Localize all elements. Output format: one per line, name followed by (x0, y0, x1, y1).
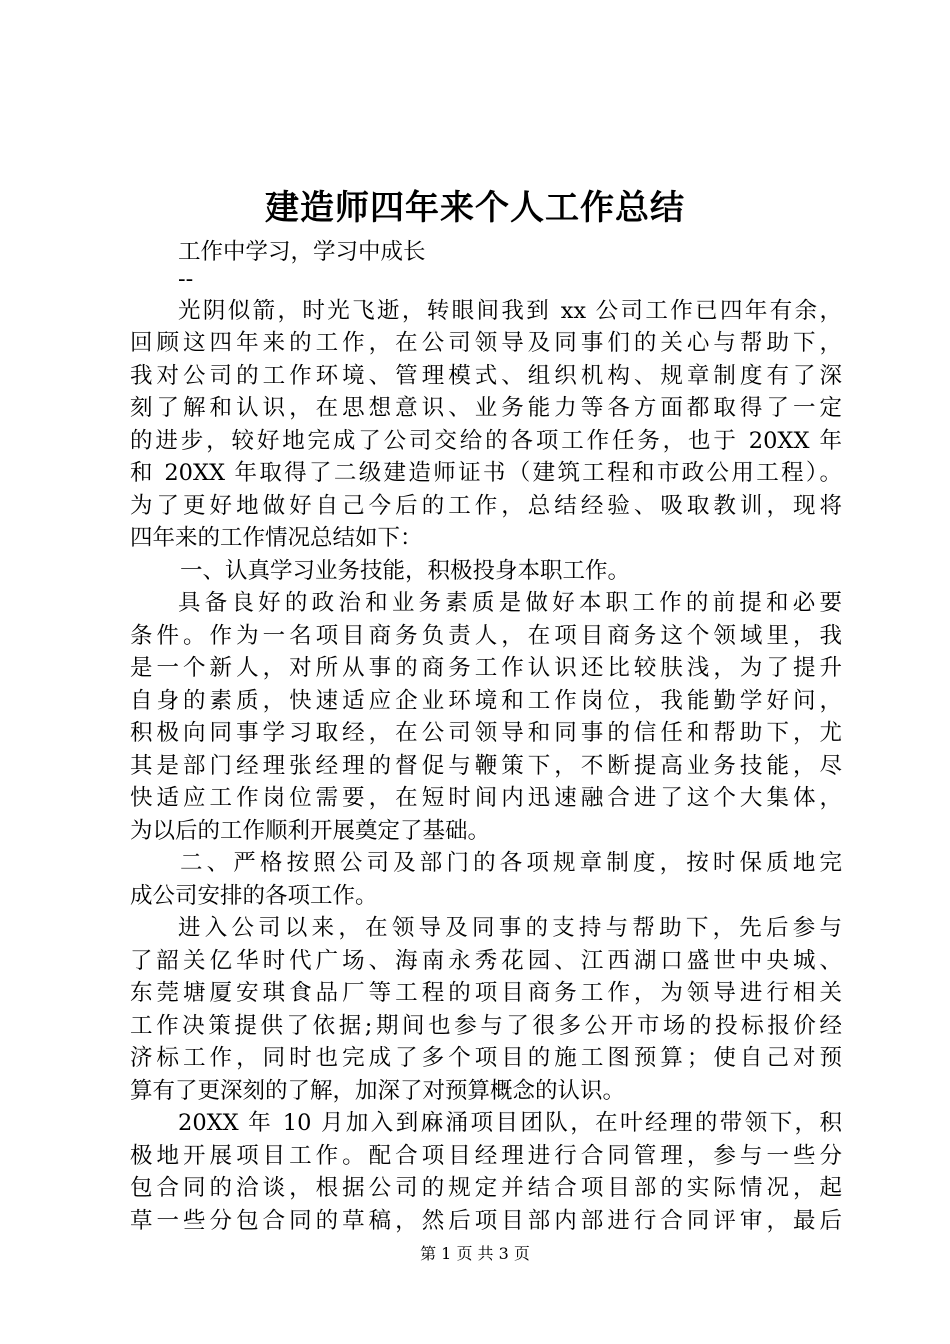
paragraph-line: 其是部门经理张经理的督促与鞭策下，不断提高业务技能，尽 (130, 752, 842, 779)
paragraph-line: 为以后的工作顺利开展奠定了基础。 (130, 817, 491, 844)
subtitle-dash: -- (178, 265, 194, 292)
paragraph-line: 刻了解和认识，在思想意识、业务能力等各方面都取得了一定 (130, 395, 842, 421)
document-title: 建造师四年来个人工作总结 (265, 188, 685, 228)
document-body (130, 236, 842, 1237)
paragraph-line: 进入公司以来，在领导及同事的支持与帮助下，先后参与 (178, 915, 842, 941)
paragraph-line: 光阴似箭，时光飞逝，转眼间我到 xx 公司工作已四年有余， (178, 297, 842, 324)
paragraph-line: 具备良好的政治和业务素质是做好本职工作的前提和必要 (178, 590, 842, 616)
section-heading: 成公司安排的各项工作。 (130, 882, 378, 909)
paragraph-line: 极地开展项目工作。配合项目经理进行合同管理，参与一些分 (130, 1142, 842, 1169)
paragraph-line: 东莞塘厦安琪食品厂等工程的项目商务工作，为领导进行相关 (130, 980, 842, 1006)
paragraph-line: 自身的素质，快速适应企业环境和工作岗位，我能勤学好问， (130, 687, 842, 714)
paragraph-line: 条件。作为一名项目商务负责人，在项目商务这个领域里，我 (130, 622, 842, 649)
paragraph-line: 我对公司的工作环境、管理模式、组织机构、规章制度有了深 (130, 362, 842, 389)
paragraph-line: 算有了更深刻的了解，加深了对预算概念的认识。 (130, 1077, 626, 1104)
paragraph-line: 了韶关亿华时代广场、海南永秀花园、江西湖口盛世中央城、 (130, 947, 842, 974)
paragraph-line: 工作决策提供了依据;期间也参与了很多公开市场的投标报价经 (130, 1012, 842, 1039)
page-footer: 第 1 页 共 3 页 (420, 1244, 530, 1263)
paragraph-line: 积极向同事学习取经，在公司领导和同事的信任和帮助下，尤 (130, 720, 842, 746)
paragraph-line: 包合同的洽谈，根据公司的规定并结合项目部的实际情况，起 (130, 1175, 842, 1201)
section-heading: 二、严格按照公司及部门的各项规章制度，按时保质地完 (180, 850, 842, 876)
paragraph-line: 四年来的工作情况总结如下： (130, 525, 423, 551)
paragraph-line: 为了更好地做好自己今后的工作，总结经验、吸取教训，现将 (130, 492, 842, 519)
paragraph-line: 快适应工作岗位需要，在短时间内迅速融合进了这个大集体， (130, 785, 842, 811)
paragraph-line: 是一个新人，对所从事的商务工作认识还比较肤浅，为了提升 (130, 655, 842, 681)
paragraph-line: 济标工作，同时也完成了多个项目的施工图预算；使自己对预 (130, 1045, 842, 1071)
paragraph-line: 的进步，较好地完成了公司交给的各项工作任务，也于 20XX 年 (130, 427, 842, 454)
paragraph-line: 20XX 年 10 月加入到麻涌项目团队，在叶经理的带领下，积 (178, 1110, 842, 1136)
paragraph-line: 回顾这四年来的工作，在公司领导及同事们的关心与帮助下， (130, 330, 842, 356)
section-heading: 一、认真学习业务技能，积极投身本职工作。 (180, 557, 631, 584)
paragraph-line: 和 20XX 年取得了二级建造师证书（建筑工程和市政公用工程）。 (130, 460, 842, 486)
subtitle-line: 工作中学习，学习中成长 (178, 239, 426, 265)
paragraph-line: 草一些分包合同的草稿，然后项目部内部进行合同评审，最后 (130, 1207, 842, 1234)
